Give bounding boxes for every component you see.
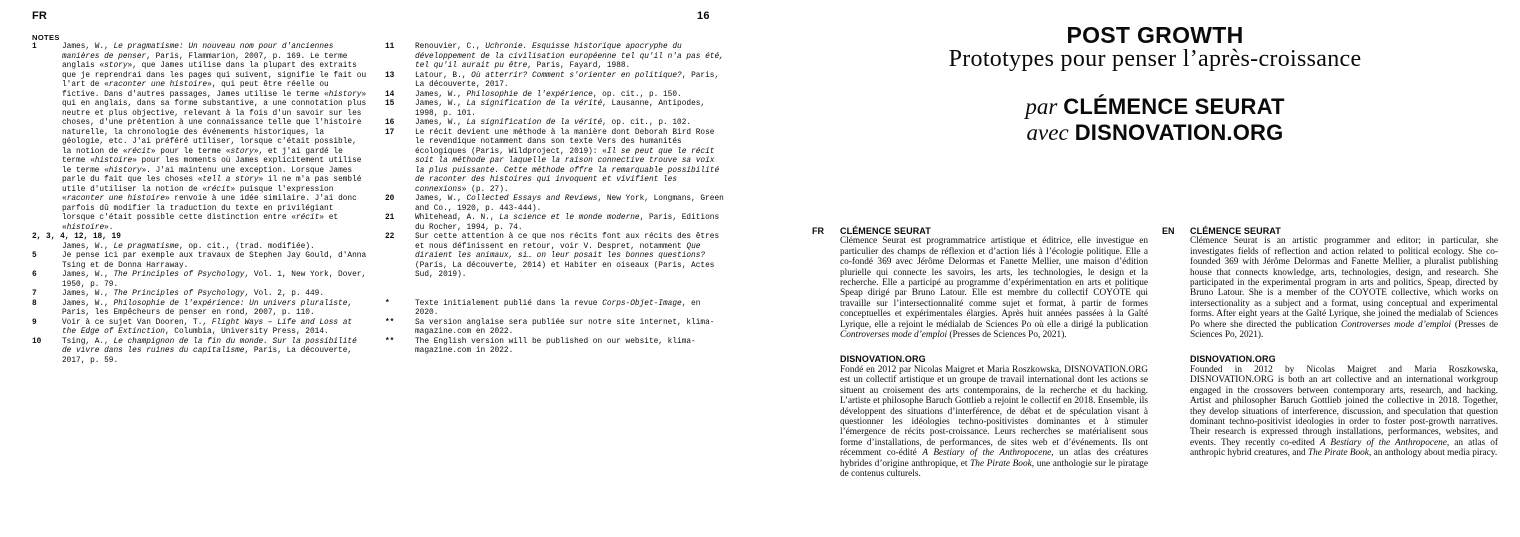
note-item [32, 43, 370, 233]
note-text: James, W., Le pragmatisme: Un nouveau nom pour d'anciennes manières de penser, Paris, Flammarion, 2007, p. 169. Le terme anglais «story», que James utilise dans la plupart des extraits que je reprendrai dans les pages qui suivent, signifie le fait ou l'art de «raconter une histoire», qui peut être réelle ou fictive. Dans d'autres passages, James utilise le terme «history» qui en anglais, dans sa forme substantive, a une connotation plus neutre et plus objective, relevant à la fois d'un savoir sur les choses, d'une prétention à une connaissance telle que l'histoire naturelle, la chronologie des événements historiques, la géologie, etc. J'ai préféré utiliser, lorsque c'était possible, la notion de «récit» pour le terme «story», et j'ai gardé le terme «histoire» pour les moments où James explicitement utilise le terme «history». J'ai maintenu une exception. Lorsque James parle du fait que les choses «tell a story» il ne m'a pas semblé utile d'utiliser la notion de «récit» puisque l'expression «raconter une histoire» renvoie à une idée similaire. J'ai donc parfois dû modifier la traduction du texte en privilégiant lorsque c'était possible cette distinction entre «récit» et «histoire». [62, 43, 367, 232]
bio-text-seurat-en: Clémence Seurat is an artistic programmer and editor; in particular, she investigates fields of reflection and action related to political ecology. She co-founded 369 with Jérôme Delormas and Fanette Mellier, a pluralist publishing house that connects knowledge, arts, technologies, design, and research. She participated in the experimental program in arts and politics, Speap, directed by Bruno Latour. She is a member of the COYOTE collective, which works on intersectionality as a subject and a format, using conceptual and experimental forms. After eight years at the Gaîté Lyrique, she joined the medialab of Sciences Po where she directed the publication Controverses mode d’emploi (Presses de Sciences Po, 2021). [1190, 236, 1498, 341]
page-number: 16 [697, 10, 710, 22]
bio-language-marker-en: EN [1162, 226, 1175, 236]
bio-column-en [1190, 226, 1498, 459]
bio-heading-disnovation-en: DISNOVATION.ORG [1190, 354, 1276, 365]
note-number: 2, 3, 4, 12, 18, 19 [32, 233, 121, 241]
note-number: 5 [32, 252, 37, 260]
note-item [385, 119, 727, 129]
note-text: James, W., Le pragmatisme, op. cit., (trad. modifiée). [62, 242, 315, 251]
bio-heading-disnovation-fr: DISNOVATION.ORG [840, 354, 926, 365]
bio-section-seurat-en [1190, 226, 1498, 340]
note-item [385, 72, 727, 91]
notes-column-2 [385, 43, 727, 357]
title-block [810, 23, 1500, 146]
bio-column-fr [840, 226, 1148, 479]
bylines [810, 94, 1500, 146]
note-text: Le récit devient une méthode à la manière dont Deborah Bird Rose le revendique notamment dans son texte Vers des humanités écologiques (Paris, Wildproject, 2019): «Il se peut que le récit soit la méthode par laquelle la raison connective trouve sa voix la plus puissante. Cette méthode offre la remarquable possibilité de raconter des histoires qui invoquent et vivifient les connexions» (p. 27). [415, 128, 720, 194]
note-text: James, W., Philosophie de l'expérience, op. cit., p. 150. [415, 90, 682, 99]
note-number: * [385, 299, 390, 308]
note-number: 22 [385, 233, 395, 241]
note-text: Je pense ici par exemple aux travaux de Stephen Jay Gould, d'Anna Tsing et de Donna Harraway. [62, 252, 367, 270]
note-text: Tsing, A., Le champignon de la fin du monde. Sur la possibilité de vivre dans les ruines du capitalisme, Paris, La découverte, 2017, p. 59. [62, 337, 357, 365]
note-number: 14 [385, 90, 395, 99]
note-number: 13 [385, 71, 395, 80]
bio-heading-seurat-fr: CLÉMENCE SEURAT [840, 226, 931, 236]
bio-section-disnovation-fr [840, 354, 1148, 479]
note-item [385, 100, 727, 119]
bio-language-marker-fr: FR [812, 226, 824, 236]
byline-author-name: CLÉMENCE SEURAT [1063, 94, 1285, 119]
note-number: 9 [32, 318, 37, 327]
note-text: James, W., La signification de la vérité, Lausanne, Antipodes, 1998, p. 101. [415, 100, 706, 118]
note-text: The English version will be published on our website, klima-magazine.com in 2022. [415, 337, 696, 355]
note-item [385, 195, 727, 214]
note-item [385, 300, 727, 319]
note-text: Renouvier, C., Uchronie. Esquisse historique apocryphe du développement de la civilisation européenne tel qu'il n'a pas été, tel qu'il aurait pu être, Paris, Fayard, 1988. [415, 43, 724, 70]
note-text: Sur cette attention à ce que nos récits font aux récits des êtres et nous définissent en retour, voir V. Despret, notamment Que diraient les animaux, si… on leur posait les bonnes questions? (Paris, La découverte, 2014) et Habiter en oiseaux (Paris, Actes Sud, 2019). [415, 233, 720, 279]
note-text: James, W., Philosophie de l'expérience: Un univers pluraliste, Paris, les Empêcheurs de penser en rond, 2007, p. 110. [62, 299, 353, 317]
note-item [385, 214, 727, 233]
note-item [385, 233, 727, 281]
note-number: 11 [385, 43, 395, 51]
note-text: James, W., La signification de la vérité, op. cit., p. 102. [415, 119, 692, 127]
bio-heading-seurat-en: CLÉMENCE SEURAT [1190, 226, 1281, 236]
byline-collective-name: DISNOVATION.ORG [1074, 120, 1284, 145]
byline-author [810, 94, 1500, 120]
note-item [385, 319, 727, 338]
note-item [385, 91, 727, 101]
note-text: James, W., The Principles of Psychology, Vol. 2, p. 449. [62, 290, 325, 298]
note-number: 8 [32, 299, 37, 308]
notes-column-1 [32, 43, 370, 366]
note-number: 1 [32, 43, 37, 51]
note-number: ** [385, 318, 395, 327]
bio-text-seurat-fr: Clémence Seurat est programmatrice artistique et éditrice, elle investigue en particulier des champs de réflexion et d’action liés à l’écologie politique. Elle a co-fondé 369 avec Jérôme Delormas et Fanette Mellier, une maison d’édition plurielle qui connecte les savoirs, les arts, les technologies, le design et la recherche. Elle a participé au programme d’expérimentation en arts et politique Speap dirigé par Bruno Latour. Elle est membre du collectif COYOTE qui travaille sur l’intersectionnalité comme sujet et format, à partir de formes conceptuelles et expérimentales élargies. Après huit années passées à la Gaîté Lyrique, elle a rejoint le médialab de Sciences Po où elle a dirigé la publication Controverses mode d’emploi (Presses de Sciences Po, 2021). [840, 236, 1148, 341]
note-number: 6 [32, 271, 37, 279]
note-number: 15 [385, 100, 395, 108]
page-title: POST GROWTH [1066, 22, 1244, 48]
note-number: 16 [385, 119, 395, 127]
note-number: 20 [385, 195, 395, 203]
note-text: James, W., The Principles of Psychology, Vol. 1, New York, Dover, 1950, p. 79. [62, 271, 367, 289]
note-number: 7 [32, 290, 37, 298]
note-text: Sa version anglaise sera publiée sur notre site internet, klima-magazine.com en 2022. [415, 318, 715, 336]
note-text: Latour, B., Où atterrir? Comment s'orienter en politique?, Paris, La découverte, 2017. [415, 71, 720, 89]
note-text: Texte initialement publié dans la revue Corps-Objet-Image, en 2020. [415, 299, 701, 317]
note-item [32, 319, 370, 338]
note-item [32, 252, 370, 271]
note-item [32, 271, 370, 290]
note-number: 17 [385, 128, 395, 137]
page-subtitle: Prototypes pour penser l’après-croissance [948, 46, 1362, 72]
bio-section-seurat-fr [840, 226, 1148, 340]
bio-text-disnovation-fr: Fondé en 2012 par Nicolas Maigret et Maria Roszkowska, DISNOVATION.ORG est un collectif artistique et un groupe de travail international dont les actions se situent au croisement des arts contemporains, de la recherche et du hacking. L’artiste et philosophe Baruch Gottlieb a rejoint le collectif en 2018. Ensemble, ils développent des situations d’interférence, de débat et de spéculation visant à questionner les idéologies techno-positivistes dominantes et à stimuler l’émergence de récits post-croissance. Leurs recherches se matérialisent sous forme d’installations, de performances, de sites web et d’événements. Ils ont récemment co-édité A Bestiary of the Anthropocene, un atlas des créatures hybrides d’origine anthropique, et The Pirate Book, une anthologie sur le piratage de contenus culturels. [840, 364, 1148, 479]
note-item [32, 338, 370, 367]
note-text: Voir à ce sujet Van Dooren, T., Flight Ways – Life and Loss at the Edge of Extinction, Columbia, University Press, 2014. [62, 318, 353, 336]
notes-heading: NOTES [32, 33, 60, 42]
note-text: James, W., Collected Essays and Reviews, New York, Longmans, Green and Co., 1920, p. 443-444). [415, 195, 724, 213]
byline-collective [810, 120, 1500, 146]
note-item [385, 43, 727, 72]
bio-text-disnovation-en: Founded in 2012 by Nicolas Maigret and Maria Roszkowska, DISNOVATION.ORG is both an art collective and an international workgroup engaged in the crossovers between contemporary arts, research, and hacking. Artist and philosopher Baruch Gottlieb joined the collective in 2018. Together, they develop situations of interference, discussion, and speculation that question dominant techno-positivist ideologies in order to foster post-growth narratives. Their research is expressed through installations, performances, websites, and events. They recently co-edited A Bestiary of the Anthropocene, an atlas of anthropic hybrid creatures, and The Pirate Book, an anthology about media piracy. [1190, 364, 1498, 459]
note-number: 21 [385, 214, 395, 222]
bio-section-disnovation-en [1190, 354, 1498, 458]
note-number: 10 [32, 337, 42, 346]
page-language-marker: FR [32, 10, 48, 22]
note-item [385, 129, 727, 196]
byline-prefix-avec: avec [1026, 120, 1069, 145]
note-item [32, 300, 370, 319]
note-text: Whitehead, A. N., La science et le monde moderne, Paris, Editions du Rocher, 1994, p. 74. [415, 214, 720, 232]
byline-prefix-par: par [1025, 94, 1058, 119]
note-number: ** [385, 337, 395, 346]
note-item [385, 338, 727, 357]
note-item [32, 233, 370, 252]
note-item [32, 290, 370, 300]
